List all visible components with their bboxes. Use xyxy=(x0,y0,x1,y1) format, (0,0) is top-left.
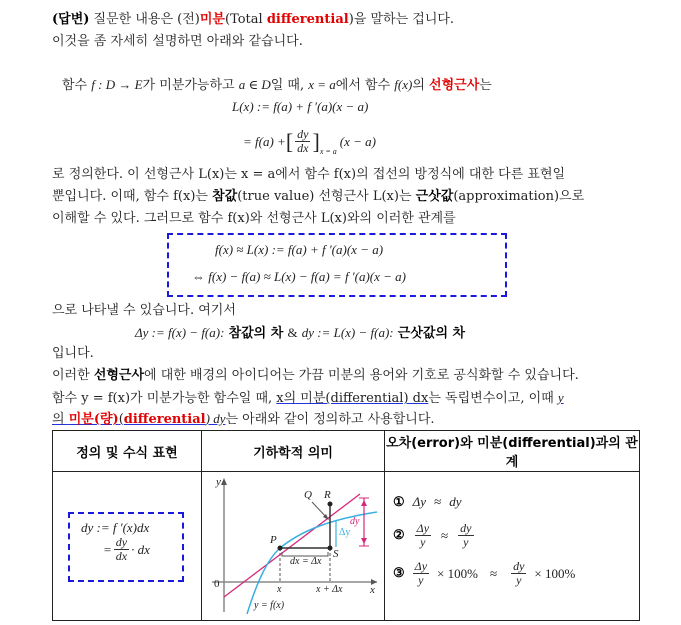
math: × 100% xyxy=(437,565,478,581)
math: · dx xyxy=(131,541,150,557)
fraction xyxy=(415,522,431,549)
text: 의 xyxy=(52,412,69,427)
para3-line-3 xyxy=(52,410,435,429)
denominator: y xyxy=(420,535,426,549)
para1-line-1: 로 정의한다. 이 선형근사 L(x)는 x = a에서 함수 f(x)의 접선의 방정식에 대한 다른 표현일 xyxy=(52,167,566,182)
point-q-label: Q xyxy=(304,489,312,501)
text: 일 때, xyxy=(270,78,309,93)
approx-sign: ≈ xyxy=(489,565,498,581)
underlined-term: x의 미분(differential) dx xyxy=(276,391,429,406)
circled-3-marker: ③ xyxy=(393,566,405,581)
numerator: dy xyxy=(513,559,525,573)
numerator: dy xyxy=(460,521,472,535)
text: (approximation)으로 xyxy=(453,189,585,204)
intro-text: )을 말하는 겁니다. xyxy=(348,12,455,27)
bold-term: 참값 xyxy=(212,189,238,204)
differential-table xyxy=(52,430,640,621)
text: 함수 y = f(x)가 미분가능한 함수일 때, xyxy=(52,391,277,406)
numerator: Δy xyxy=(414,559,428,573)
para3-line-1 xyxy=(52,367,579,385)
circled-1-marker: ① xyxy=(393,494,405,510)
delta-y-label: Δy xyxy=(339,527,351,538)
curve-label: y = f(x) xyxy=(254,600,285,611)
equals: = xyxy=(103,541,112,557)
intro-line-1 xyxy=(52,11,454,29)
numerator: dy xyxy=(297,127,309,141)
math: x = a xyxy=(308,77,336,92)
para1-line-2 xyxy=(52,188,584,206)
intro-text: (Total xyxy=(225,12,267,27)
bold-term: 선형근사 xyxy=(93,368,145,383)
dy-def-eq-2 xyxy=(103,536,150,563)
math: = f(a) + xyxy=(243,133,286,149)
text: 에 대한 배경의 아이디어는 가끔 미분의 용어와 기호로 공식화할 수 있습니다. xyxy=(144,368,579,383)
para2-line-3: 입니다. xyxy=(52,346,94,361)
dx-label: dx = Δx xyxy=(290,556,322,567)
definition-lead xyxy=(62,76,492,95)
bold-term: 근삿값 xyxy=(415,189,454,204)
highlight-term: 미분(량) xyxy=(68,412,119,427)
table-row xyxy=(53,472,640,621)
linear-approx-eq-2 xyxy=(243,128,376,155)
linear-approx-eq-1: L(x) := f(a) + f ′(a)(x − a) xyxy=(232,99,369,114)
bracket-left: [ xyxy=(285,128,294,154)
origin-label: 0 xyxy=(214,578,220,590)
y-axis-label: y xyxy=(216,476,221,488)
text: 는 아래와 같이 정의하고 사용합니다. xyxy=(225,412,435,427)
x-plus-dx-tick-label: x + Δx xyxy=(316,584,343,595)
text: 는 xyxy=(479,78,492,93)
highlight-term: 미분 xyxy=(199,12,225,27)
relation-eq-1: f(x) ≈ L(x) := f(a) + f ′(a)(x − a) xyxy=(215,242,384,257)
text: 함수 xyxy=(62,78,92,93)
math: Δy xyxy=(412,494,427,509)
bold-term: 근삿값의 차 xyxy=(397,326,466,341)
math: dy := L(x) − f(a): xyxy=(301,325,394,340)
denominator: y xyxy=(463,535,469,549)
relation-item-1 xyxy=(393,494,461,510)
numerator: dy xyxy=(115,535,128,549)
cell-error-relation xyxy=(385,472,640,621)
para3-line-2 xyxy=(52,389,564,408)
dy-def-eq-1: dy := f ′(x)dx xyxy=(81,520,150,535)
text: 에서 함수 xyxy=(335,78,395,93)
fraction xyxy=(295,128,310,155)
point-r-label: R xyxy=(324,489,331,501)
table-header-row xyxy=(53,431,640,472)
para2-line-1: 으로 나타낼 수 있습니다. 여기서 xyxy=(52,303,236,318)
bold-term: 참값의 차 xyxy=(228,326,284,341)
cell-geometry xyxy=(202,472,385,621)
approx-sign: ≈ xyxy=(441,527,449,543)
approx-sign: ≈ xyxy=(434,494,442,509)
point-s-label: S xyxy=(333,548,339,560)
math: (x − a) xyxy=(339,133,376,149)
math: a ∈ D xyxy=(238,77,271,92)
header-geometry: 기하학적 의미 xyxy=(202,431,385,472)
intro-line-2: 이것을 좀 자세히 설명하면 아래와 같습니다. xyxy=(52,34,303,49)
fraction xyxy=(114,536,129,563)
text: 이러한 xyxy=(52,368,94,383)
denominator: y xyxy=(516,573,522,587)
relation-eq-2: ⇔ f(x) − f(a) ≈ L(x) − f(a) = f ′(a)(x − a) xyxy=(192,269,407,284)
ampersand: & xyxy=(287,325,298,340)
underlined-term xyxy=(52,412,225,427)
intro-text: 질문한 내용은 (전) xyxy=(89,12,200,27)
x-axis-label: x xyxy=(370,584,375,596)
fraction xyxy=(511,560,526,587)
math: × 100% xyxy=(534,565,576,581)
fraction xyxy=(458,522,473,549)
numerator: Δy xyxy=(416,521,430,535)
cell-definition xyxy=(53,472,202,621)
text: 뿐입니다. 이때, 함수 f(x)는 xyxy=(52,189,213,204)
differences-line xyxy=(135,324,465,343)
highlight-term: 선형근사 xyxy=(429,78,480,93)
answer-label: (답변) xyxy=(52,12,90,27)
math: f : D → E xyxy=(91,77,143,92)
text: 는 독립변수이고, 이때 xyxy=(428,391,558,406)
math: f(x) xyxy=(394,77,413,92)
text: ( xyxy=(118,412,124,427)
highlight-term: differential xyxy=(123,412,206,427)
text: 의 xyxy=(412,78,430,93)
text: (true value) 선형근사 L(x)는 xyxy=(237,189,416,204)
underlined-term: y xyxy=(557,390,564,405)
denominator: y xyxy=(418,573,424,587)
tangent-diagram-figure xyxy=(202,472,382,618)
relation-item-2 xyxy=(393,522,476,549)
fraction xyxy=(413,560,429,587)
point-p-label: P xyxy=(270,534,277,546)
denominator: dx xyxy=(297,141,309,155)
subscript: x = a xyxy=(319,146,337,156)
bracket-right: ] xyxy=(312,128,320,154)
dy-label: dy xyxy=(350,516,360,527)
denominator: dx xyxy=(115,549,128,563)
header-error-relation: 오차(error)와 미분(differential)과의 관계 xyxy=(385,431,640,472)
x-tick-label: x xyxy=(277,584,282,595)
math: ) dy xyxy=(205,411,226,426)
math: dy xyxy=(449,494,462,509)
math: Δy := f(x) − f(a): xyxy=(135,325,225,340)
header-definition: 정의 및 수식 표현 xyxy=(53,431,202,472)
para1-line-3: 이해할 수 있다. 그러므로 함수 f(x)와 선형근사 L(x)와의 이러한 관계를 xyxy=(52,211,456,226)
circled-2-marker: ② xyxy=(393,528,405,543)
relation-item-3 xyxy=(393,560,575,587)
highlight-term: differential xyxy=(266,12,349,27)
text: 가 미분가능하고 xyxy=(142,78,239,93)
